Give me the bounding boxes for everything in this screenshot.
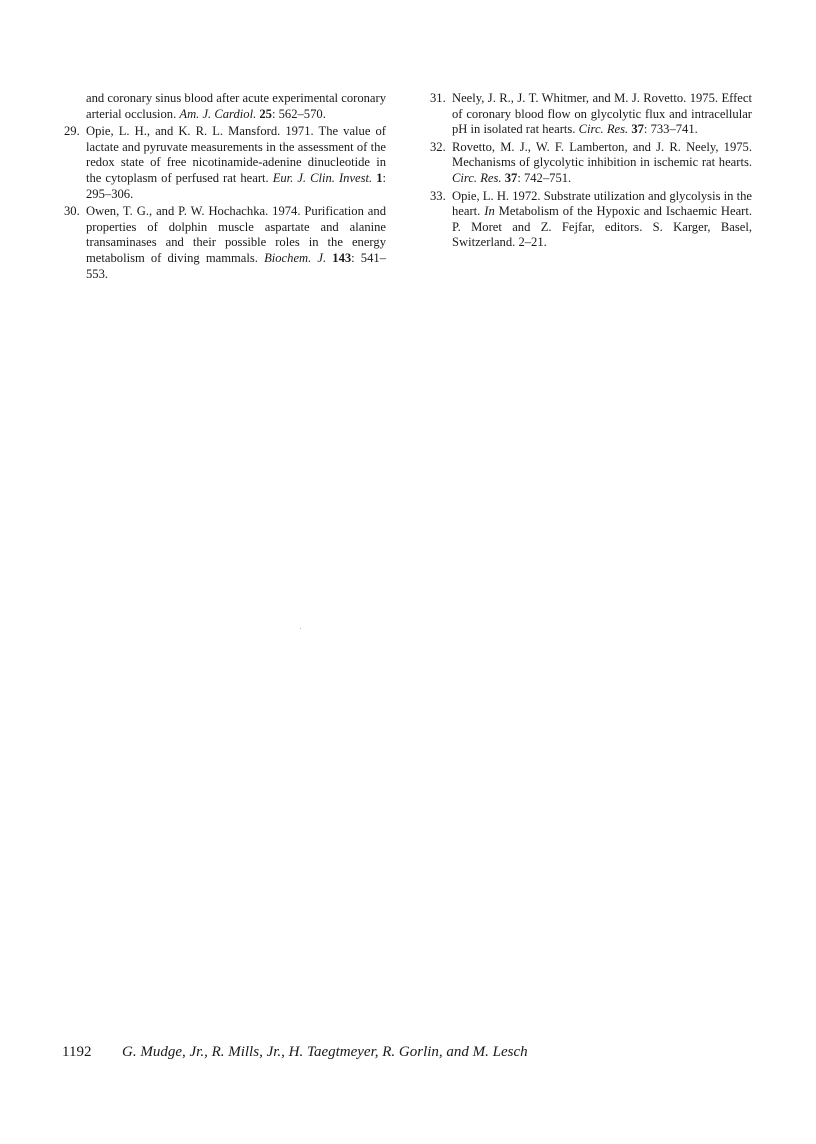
journal-name: Am. J. Cardiol. — [179, 106, 257, 121]
reference-text: Neely, J. R., J. T. Whitmer, and M. J. Rovetto. 1975. Effect of coronary blood flow on glycolytic flux and intracellular pH in isolated rat hearts. — [452, 91, 752, 137]
reference-text-continued: Metabolism of the Hypoxic and Ischaemic Heart. P. Moret and Z. Fejfar, editors. S. Karger, Basel, Switzerland. 2–21. — [452, 204, 753, 250]
journal-pages: : 733–741. — [643, 122, 698, 137]
journal-volume: 37 — [504, 170, 518, 185]
reference-number: 29. — [64, 124, 80, 139]
reference-29 — [64, 124, 386, 202]
reference-30 — [64, 204, 386, 282]
reference-number: 31. — [430, 91, 446, 105]
reference-33 — [430, 189, 752, 251]
reference-continuation — [64, 91, 386, 122]
journal-volume: 25 — [259, 106, 272, 121]
journal-pages: : 295–306. — [86, 170, 386, 201]
reference-32 — [430, 140, 752, 187]
reference-text: and coronary sinus blood after acute experimental coronary arterial occlusion. — [86, 91, 386, 121]
reference-number: 32. — [430, 139, 446, 154]
journal-name: Eur. J. Clin. Invest. — [272, 170, 373, 185]
journal-name: Biochem. J. — [264, 250, 327, 265]
journal-pages: : 541–553. — [86, 250, 386, 281]
reference-number: 33. — [430, 188, 446, 203]
scan-speck — [300, 628, 301, 629]
in-word: In — [484, 204, 495, 219]
journal-name: Circ. Res. — [578, 122, 629, 137]
reference-text: Opie, L. H. 1972. Substrate utilization and glycolysis in the heart. — [452, 188, 752, 219]
reference-column-left — [64, 91, 386, 284]
journal-volume: 1 — [376, 170, 383, 185]
journal-name: Circ. Res. — [452, 170, 502, 185]
page-number: 1192 — [62, 1044, 92, 1060]
reference-number: 30. — [64, 204, 80, 219]
reference-text: Owen, T. G., and P. W. Hochachka. 1974. Purification and properties of dolphin muscle aspartate and alanine transaminases and their possible roles in the energy metabolism of diving mammals. — [86, 204, 386, 265]
reference-text: Opie, L. H., and K. R. L. Mansford. 1971. The value of lactate and pyruvate measurements in the assessment of the redox state of free nicotinamide-adenine dinucleotide in the cytoplasm of perfused rat heart. — [86, 124, 386, 185]
page-footer — [62, 1042, 762, 1062]
reference-31 — [430, 91, 752, 138]
journal-pages: : 562–570. — [271, 106, 326, 121]
reference-column-right — [430, 91, 752, 253]
running-authors: G. Mudge, Jr., R. Mills, Jr., H. Taegtmeyer, R. Gorlin, and M. Lesch — [122, 1044, 528, 1060]
journal-volume: 143 — [332, 250, 352, 265]
journal-volume: 37 — [631, 122, 644, 137]
journal-pages: : 742–751. — [517, 170, 572, 185]
reference-text: Rovetto, M. J., W. F. Lamberton, and J. R. Neely, 1975. Mechanisms of glycolytic inhibition in ischemic rat hearts. — [452, 139, 752, 170]
